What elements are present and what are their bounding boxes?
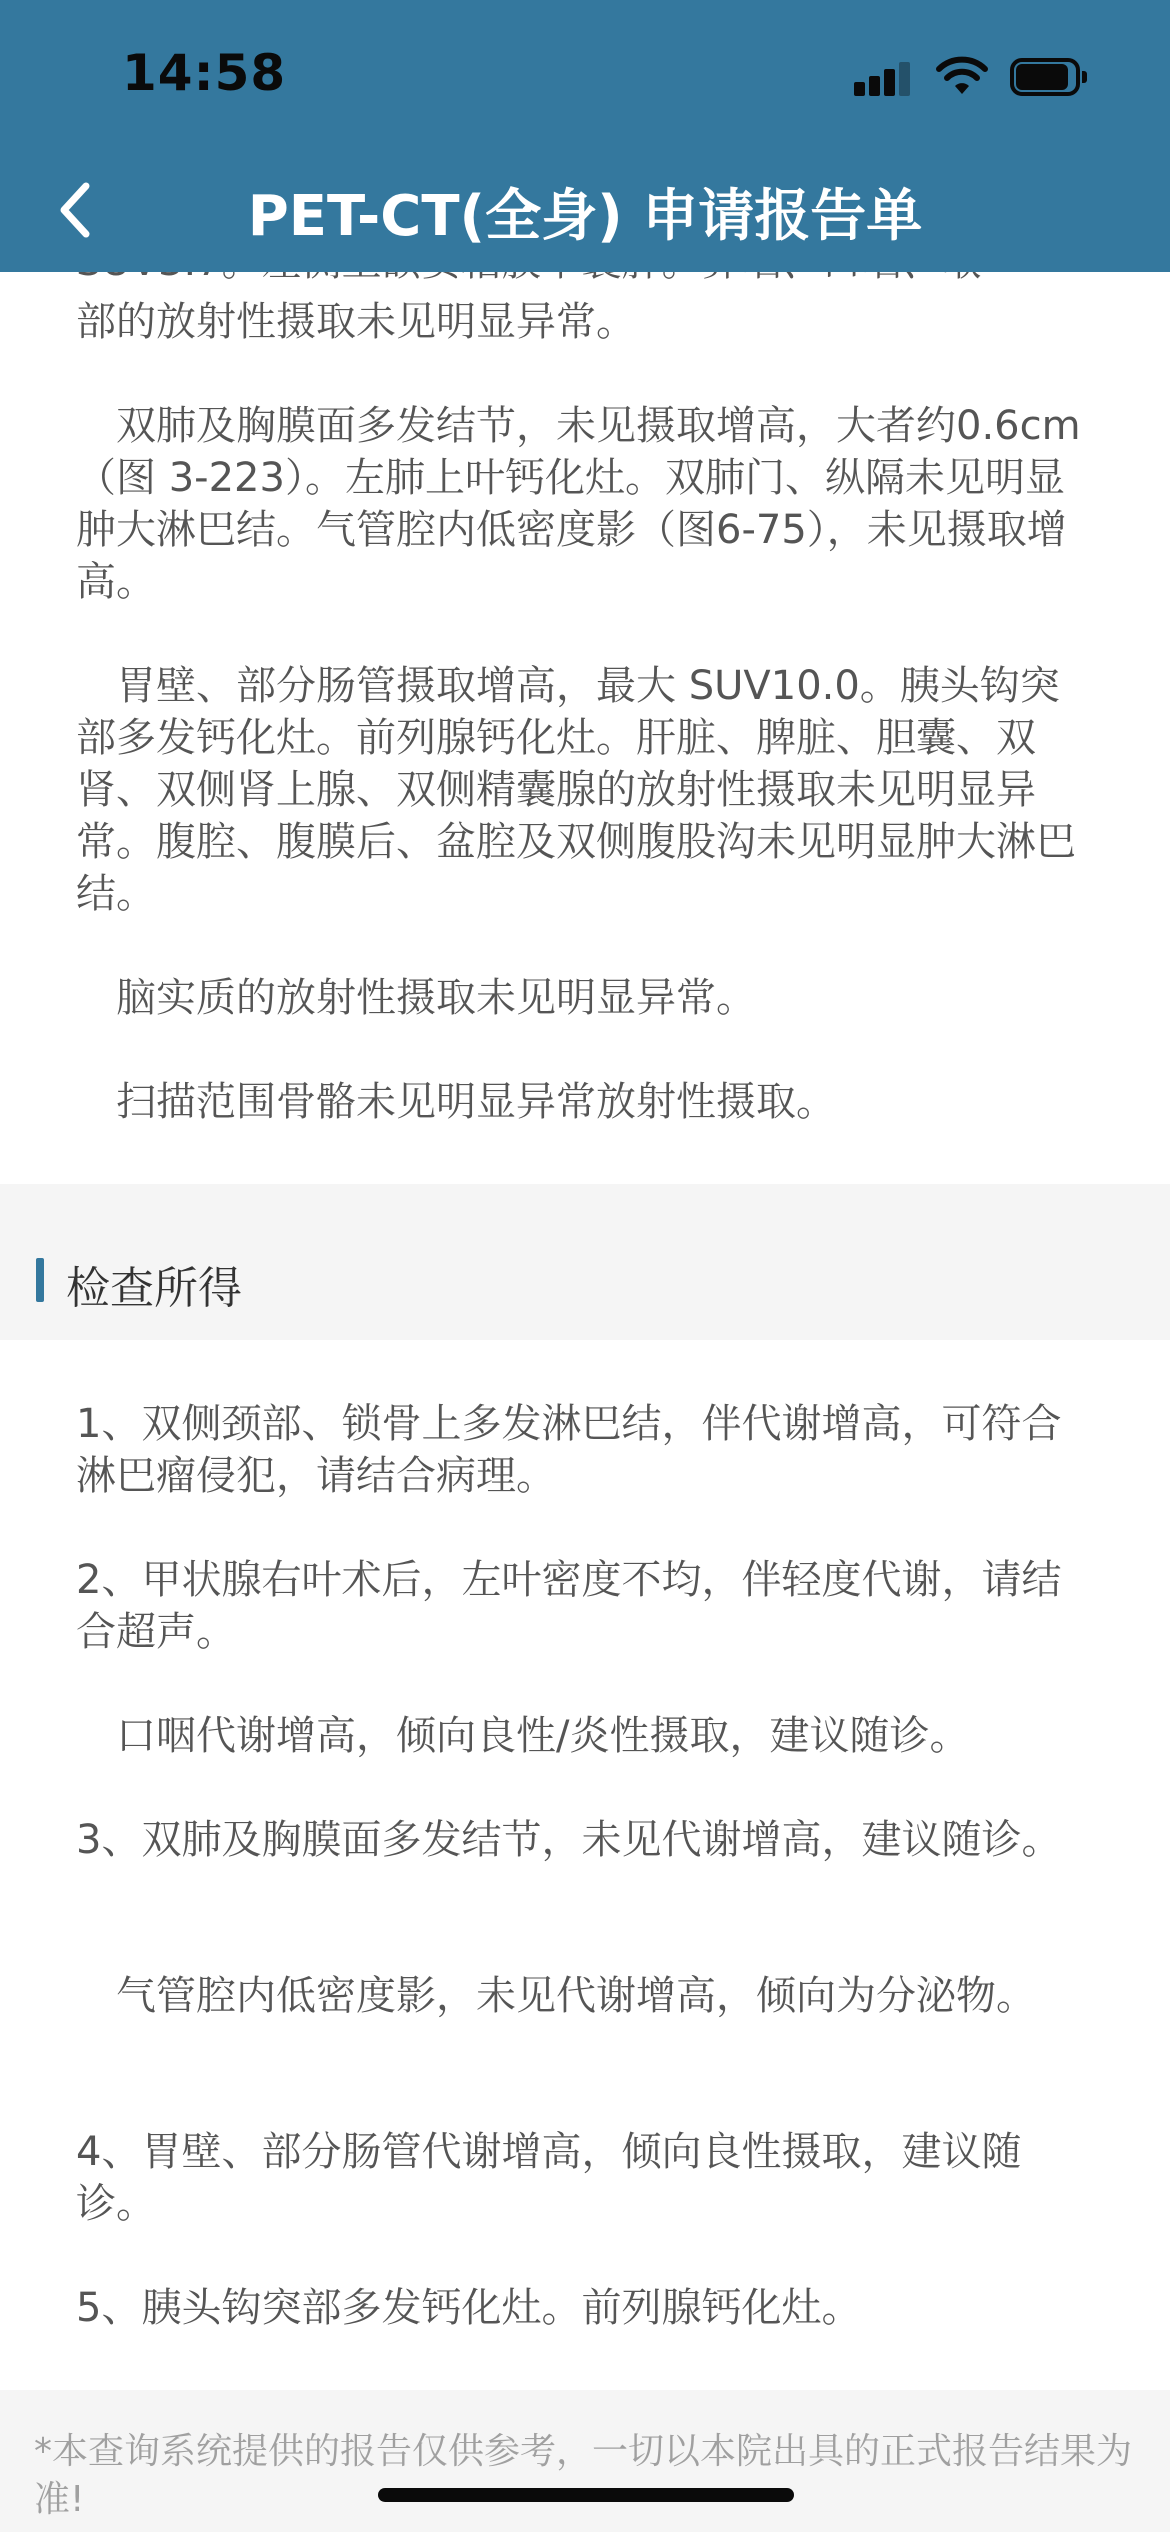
section-title: 检查所得 (66, 1263, 242, 1314)
status-bar (0, 0, 1170, 150)
findings-paragraph: 部的放射性摄取未见明显异常。 (76, 299, 636, 345)
footer-disclaimer (0, 2390, 1170, 2532)
battery-icon (1010, 58, 1086, 96)
conclusion-item: 5、胰头钩突部多发钙化灶。前列腺钙化灶。 (76, 2285, 862, 2331)
findings-paragraph: 脑实质的放射性摄取未见明显异常。 (76, 975, 756, 1021)
nav-bar (0, 150, 1170, 272)
home-indicator (378, 2488, 794, 2502)
conclusion-item: 口咽代谢增高，倾向良性/炎性摄取，建议随诊。 (76, 1713, 970, 1759)
section-accent-bar (36, 1258, 44, 1302)
conclusion-item: 1、双侧颈部、锁骨上多发淋巴结，伴代谢增高，可符合淋巴瘤侵犯，请结合病理。 (76, 1401, 1062, 1499)
conclusion-section-header (0, 1184, 1170, 1340)
conclusion-item: 4、胃壁、部分肠管代谢增高，倾向良性摄取，建议随诊。 (76, 2129, 1022, 2227)
status-time: 14:58 (122, 44, 287, 102)
findings-paragraph: 双肺及胸膜面多发结节，未见摄取增高，大者约0.6cm（图 3-223）。左肺上叶钙化灶。双肺门、纵隔未见明显肿大淋巴结。气管腔内低密度影（图6-75），未见摄取增高。 (76, 403, 1081, 605)
app-header (0, 0, 1170, 272)
conclusion-item: 气管腔内低密度影，未见代谢增高，倾向为分泌物。 (76, 1973, 1036, 2019)
findings-paragraph: 扫描范围骨骼未见明显异常放射性摄取。 (76, 1079, 836, 1125)
conclusion-item: 2、甲状腺右叶术后，左叶密度不均，伴轻度代谢，请结合超声。 (76, 1557, 1062, 1655)
findings-paragraph: 胃壁、部分肠管摄取增高，最大 SUV10.0。胰头钩突部多发钙化灶。前列腺钙化灶。肝脏、脾脏、胆囊、双肾、双侧肾上腺、双侧精囊腺的放射性摄取未见明显异常。腹腔、腹膜后、盆腔及双侧腹股沟未见明显肿大淋巴结。 (76, 663, 1076, 917)
wifi-icon (936, 56, 988, 96)
conclusion-item: 3、双肺及胸膜面多发结节，未见代谢增高，建议随诊。 (76, 1817, 1062, 1863)
cellular-signal-icon (854, 60, 912, 96)
disclaimer-text: *本查询系统提供的报告仅供参考，一切以本院出具的正式报告结果为准! (34, 2431, 1133, 2520)
page-title: PET-CT(全身) 申请报告单 (247, 184, 923, 249)
